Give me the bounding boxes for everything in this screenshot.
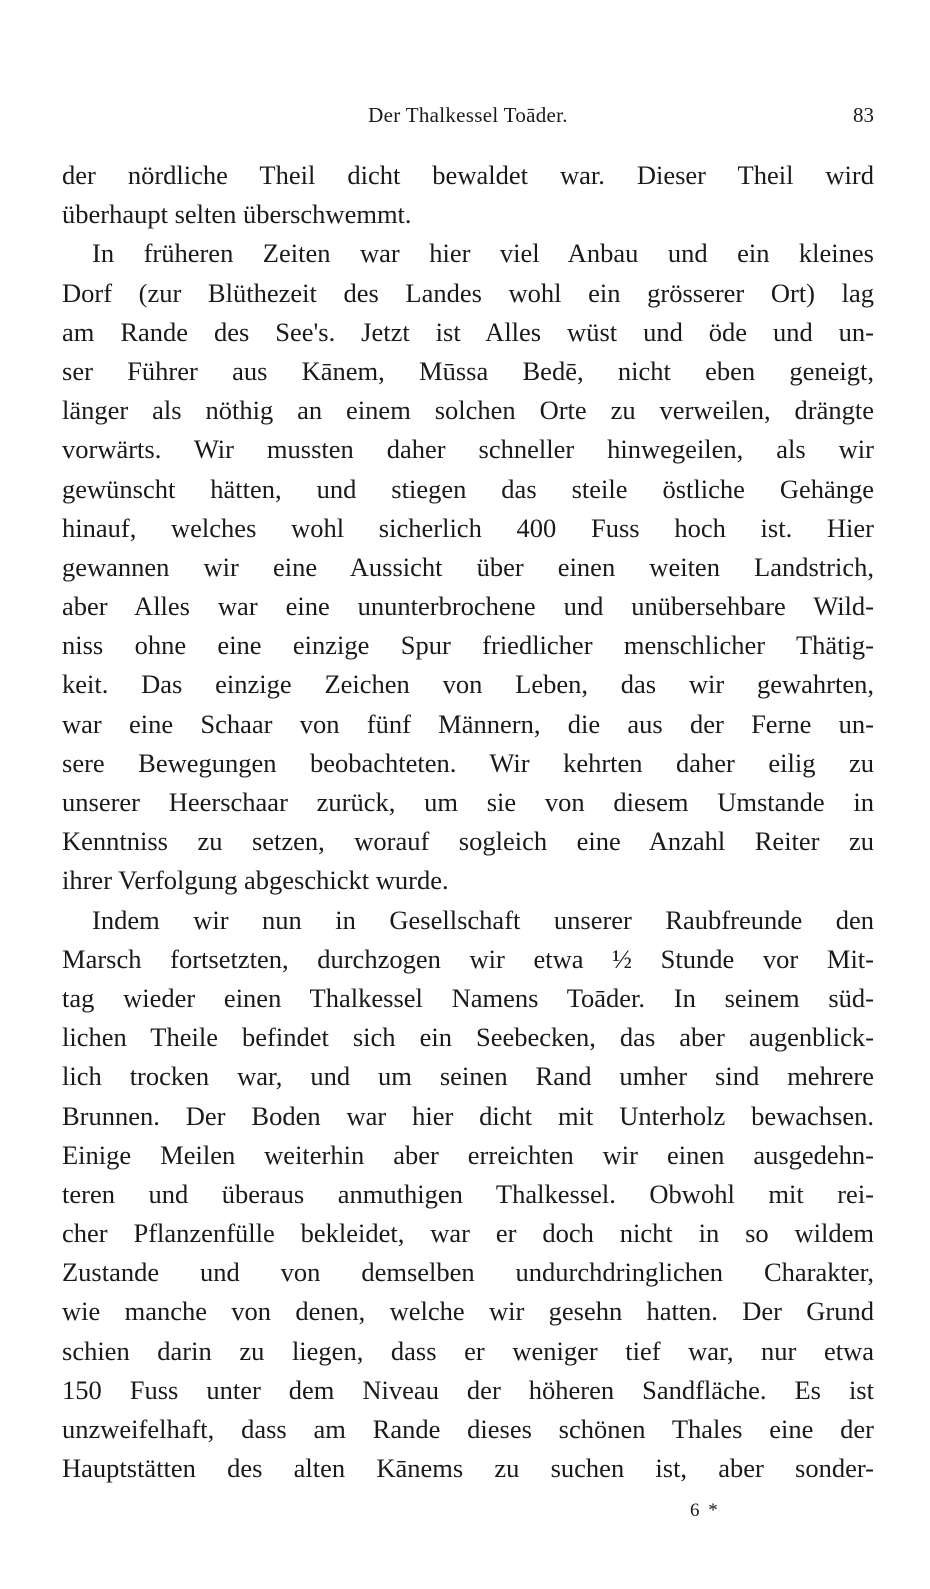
text-line: tag wieder einen Thalkessel Namens Toāder. In seinem süd-	[62, 982, 874, 1013]
text-line: ser Führer aus Kānem, Mūssa Bedē, nicht eben geneigt,	[62, 355, 874, 386]
text-line: vorwärts. Wir mussten daher schneller hinwegeilen, als wir	[62, 434, 874, 465]
text-line: Indem wir nun in Gesellschaft unserer Raubfreunde den	[92, 904, 874, 935]
paragraph	[62, 156, 874, 234]
paragraph	[62, 234, 874, 900]
body-text	[62, 156, 874, 1488]
text-line: am Rande des See's. Jetzt ist Alles wüst und öde und un-	[62, 316, 874, 347]
page-number: 83	[853, 103, 874, 127]
text-line: keit. Das einzige Zeichen von Leben, das wir gewahrten,	[62, 669, 874, 700]
text-line: schien darin zu liegen, dass er weniger tief war, nur etwa	[62, 1335, 874, 1366]
text-line: lichen Theile befindet sich ein Seebecken, das aber augenblick-	[62, 1022, 874, 1053]
text-line: war eine Schaar von fünf Männern, die aus der Ferne un-	[62, 708, 874, 739]
text-line: Dorf (zur Blüthezeit des Landes wohl ein grösserer Ort) lag	[62, 277, 874, 308]
text-line: In früheren Zeiten war hier viel Anbau und ein kleines	[92, 238, 874, 269]
text-line: Brunnen. Der Boden war hier dicht mit Unterholz bewachsen.	[62, 1100, 874, 1131]
text-line: cher Pflanzenfülle bekleidet, war er doch nicht in so wildem	[62, 1218, 874, 1249]
text-line: unzweifelhaft, dass am Rande dieses schönen Thales eine der	[62, 1414, 874, 1444]
text-line: Hauptstätten des alten Kānems zu suchen ist, aber sonder-	[62, 1453, 874, 1484]
text-line: der nördliche Theil dicht bewaldet war. Dieser Theil wird	[62, 160, 874, 190]
text-line: gewünscht hätten, und stiegen das steile östliche Gehänge	[62, 473, 874, 504]
signature-mark: 6 *	[690, 1500, 720, 1521]
text-line: lich trocken war, und um seinen Rand umher sind mehrere	[62, 1061, 874, 1092]
text-line: wie manche von denen, welche wir gesehn hatten. Der Grund	[62, 1296, 874, 1327]
text-line: niss ohne eine einzige Spur friedlicher menschlicher Thätig-	[62, 630, 874, 661]
text-line: unserer Heerschaar zurück, um sie von diesem Umstande in	[62, 787, 874, 817]
paragraph	[62, 901, 874, 1489]
text-line: gewannen wir eine Aussicht über einen weiten Landstrich,	[62, 551, 874, 582]
text-line: Kenntniss zu setzen, worauf sogleich eine Anzahl Reiter zu	[62, 826, 874, 857]
text-line: sere Bewegungen beobachteten. Wir kehrten daher eilig zu	[62, 747, 874, 778]
text-line: Marsch fortsetzten, durchzogen wir etwa ½ Stunde vor Mit-	[62, 943, 874, 974]
text-line: hinauf, welches wohl sicherlich 400 Fuss hoch ist. Hier	[62, 512, 874, 543]
text-line: 150 Fuss unter dem Niveau der höheren Sandfläche. Es ist	[62, 1374, 874, 1405]
running-header	[62, 103, 874, 133]
text-line: Einige Meilen weiterhin aber erreichten wir einen ausgedehn-	[62, 1139, 874, 1170]
text-line: Zustande und von demselben undurchdringlichen Charakter,	[62, 1257, 874, 1288]
text-line: ihrer Verfolgung abgeschickt wurde.	[62, 865, 449, 896]
text-line: teren und überaus anmuthigen Thalkessel. Obwohl mit rei-	[62, 1178, 874, 1209]
running-title: Der Thalkessel Toāder.	[368, 103, 568, 127]
text-line: aber Alles war eine ununterbrochene und unübersehbare Wild-	[62, 591, 874, 622]
text-line: überhaupt selten überschwemmt.	[62, 199, 412, 230]
text-line: länger als nöthig an einem solchen Orte zu verweilen, drängte	[62, 395, 874, 426]
